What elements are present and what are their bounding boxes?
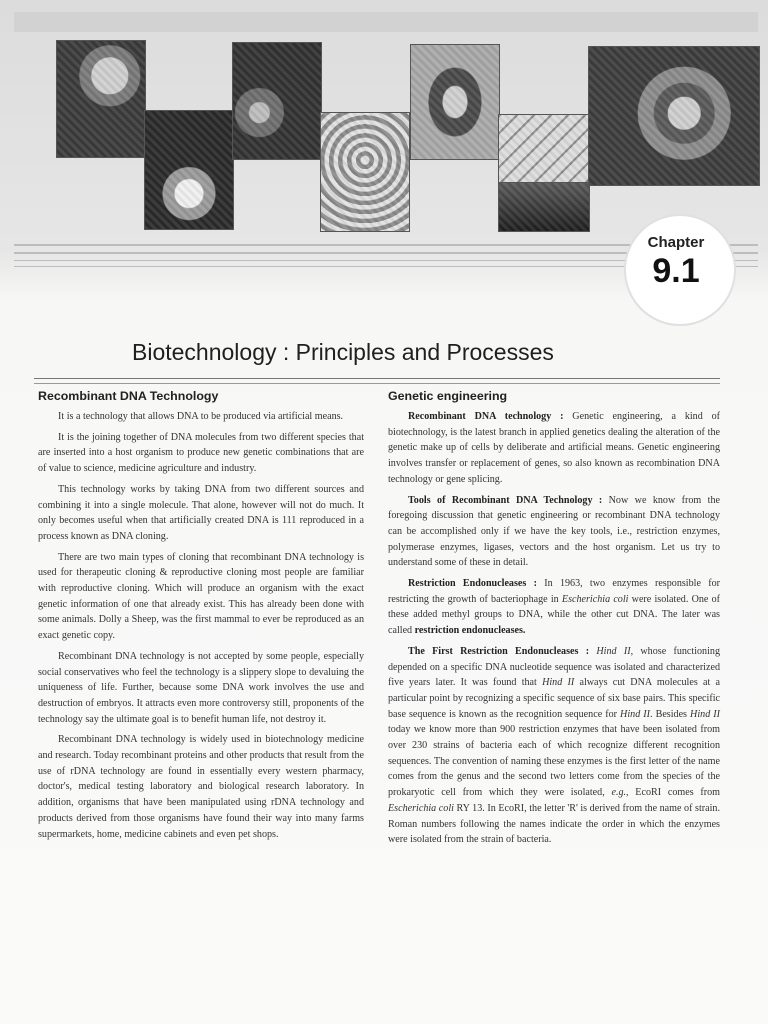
laboratory-photo	[498, 182, 590, 232]
title-rule	[34, 378, 720, 379]
left-column	[38, 388, 364, 847]
section-heading: Recombinant DNA Technology	[38, 389, 219, 403]
paragraph: Recombinant DNA technology is widely used in biotechnology medicine and research. Today recombinant proteins and other products that result from the use of rDNA technology are found in essentially every western pharmacy, doctor's, medical testing laboratory and biological research laboratory. In addition, organisms that have been manipulated using rDNA technology and products derived from those organisms have found their way into many farms supermarkets, home, medicine cabinets and even pet shops.	[38, 734, 364, 840]
paragraph: Recombinant DNA technology is not accepted by some people, especially social conservatives who feel the technology is a slippery slope to devaluing the uniqueness of life. Further, because some DNA work involves the use and destruction of embryos. It attracts even more controversy still, proponents of the technology say the ultimate goal is to benefit human life, not destroy it.	[38, 650, 364, 725]
starfish-photo	[588, 46, 760, 186]
greenhouse-photo	[498, 114, 590, 184]
paragraph: The First Restriction Endonucleases : Hind II, whose functioning depended on a specific DNA nucleotide sequence was isolated and characterized five years later. It was found that Hind II always cut DNA molecules at a particular point by recognizing a specific sequence of six base pairs. This specific base sequence is known as the recognition sequence for Hind II. Besides Hind II today we know more than 900 restriction enzymes that have been isolated from over 230 strains of bacteria each of which recognize different recognition sequences. The convention of naming these enzymes is the first letter of the name comes from the genus and the second two letters come from the species of the prokaryotic cell from which they were isolated, e.g., EcoRI comes from Escherichia coli RY 13. In EcoRI, the letter 'R' is derived from the name of strain. Roman numbers following the names indicate the order in which the enzymes were isolated from the strain of bacteria.	[388, 645, 721, 846]
microorganism-photo	[232, 42, 322, 160]
chapter-label: Chapter	[647, 234, 705, 251]
paragraph-lead: Recombinant DNA technology :	[408, 411, 564, 422]
page-title: Biotechnology : Principles and Processes	[132, 339, 554, 365]
chapter-number: 9.1	[652, 252, 700, 290]
sea-anemone-photo	[320, 112, 410, 232]
paragraph: It is the joining together of DNA molecules from two different species that are inserted into a host organism to produce new genetic combinations that are of value to science, medicine agriculture and industry.	[38, 431, 364, 475]
paragraph: There are two main types of cloning that recombinant DNA technology is used for therapeutic cloning & reproductive cloning most people are familiar with reproductive cloning. Which will produce an organism with the exact genetic information of one that already exist. This has already been done with some animals. Dolly a Sheep, was the first mammal to ever be reproduced as an exact genetic copy.	[38, 551, 364, 642]
top-band	[14, 12, 758, 32]
paragraph: This technology works by taking DNA from two different sources and combining it into a single molecule. That alone, however will not do much. It only becomes useful when that artificially created DNA is 111 reproduced in a process known as DNA cloning.	[38, 483, 364, 542]
title-rule	[34, 383, 720, 384]
paragraph: Restriction Endonucleases : In 1963, two enzymes responsible for restricting the growth of bacteriophage in Escherichia coli were isolated. One of these added methyl groups to DNA, while the other cut DNA. The later was called restriction endonucleases.	[388, 578, 720, 637]
paragraph: Recombinant DNA technology : Genetic engineering, a kind of biotechnology, is the latest branch in applied genetics dealing the alteration of the genetic make up of cells by deliberate and artificial means. Genetic engineering involves transfer or replacement of genes, so also known as recombination DNA technology or gene splicing.	[388, 411, 720, 485]
dandelion-photo	[144, 110, 234, 230]
paragraph: Tools of Recombinant DNA Technology : Now we know from the foregoing discussion that genetic engineering or recombinant DNA technology can be accomplished only if we have the key tools, i.e., restriction enzymes, polymerase enzymes, ligases, vectors and the host organism. Let us try to understand some of these in detail.	[388, 494, 720, 569]
paragraph-lead: Restriction Endonucleases :	[408, 578, 537, 590]
paragraph-lead: Tools of Recombinant DNA Technology :	[408, 494, 603, 506]
surgeon-photo	[56, 40, 146, 158]
butterfly-photo	[410, 44, 500, 160]
right-column	[388, 388, 720, 853]
paragraph: It is a technology that allows DNA to be produced via artificial means.	[58, 411, 344, 422]
section-heading: Genetic engineering	[388, 389, 508, 403]
paragraph-lead: The First Restriction Endonucleases :	[408, 645, 590, 657]
